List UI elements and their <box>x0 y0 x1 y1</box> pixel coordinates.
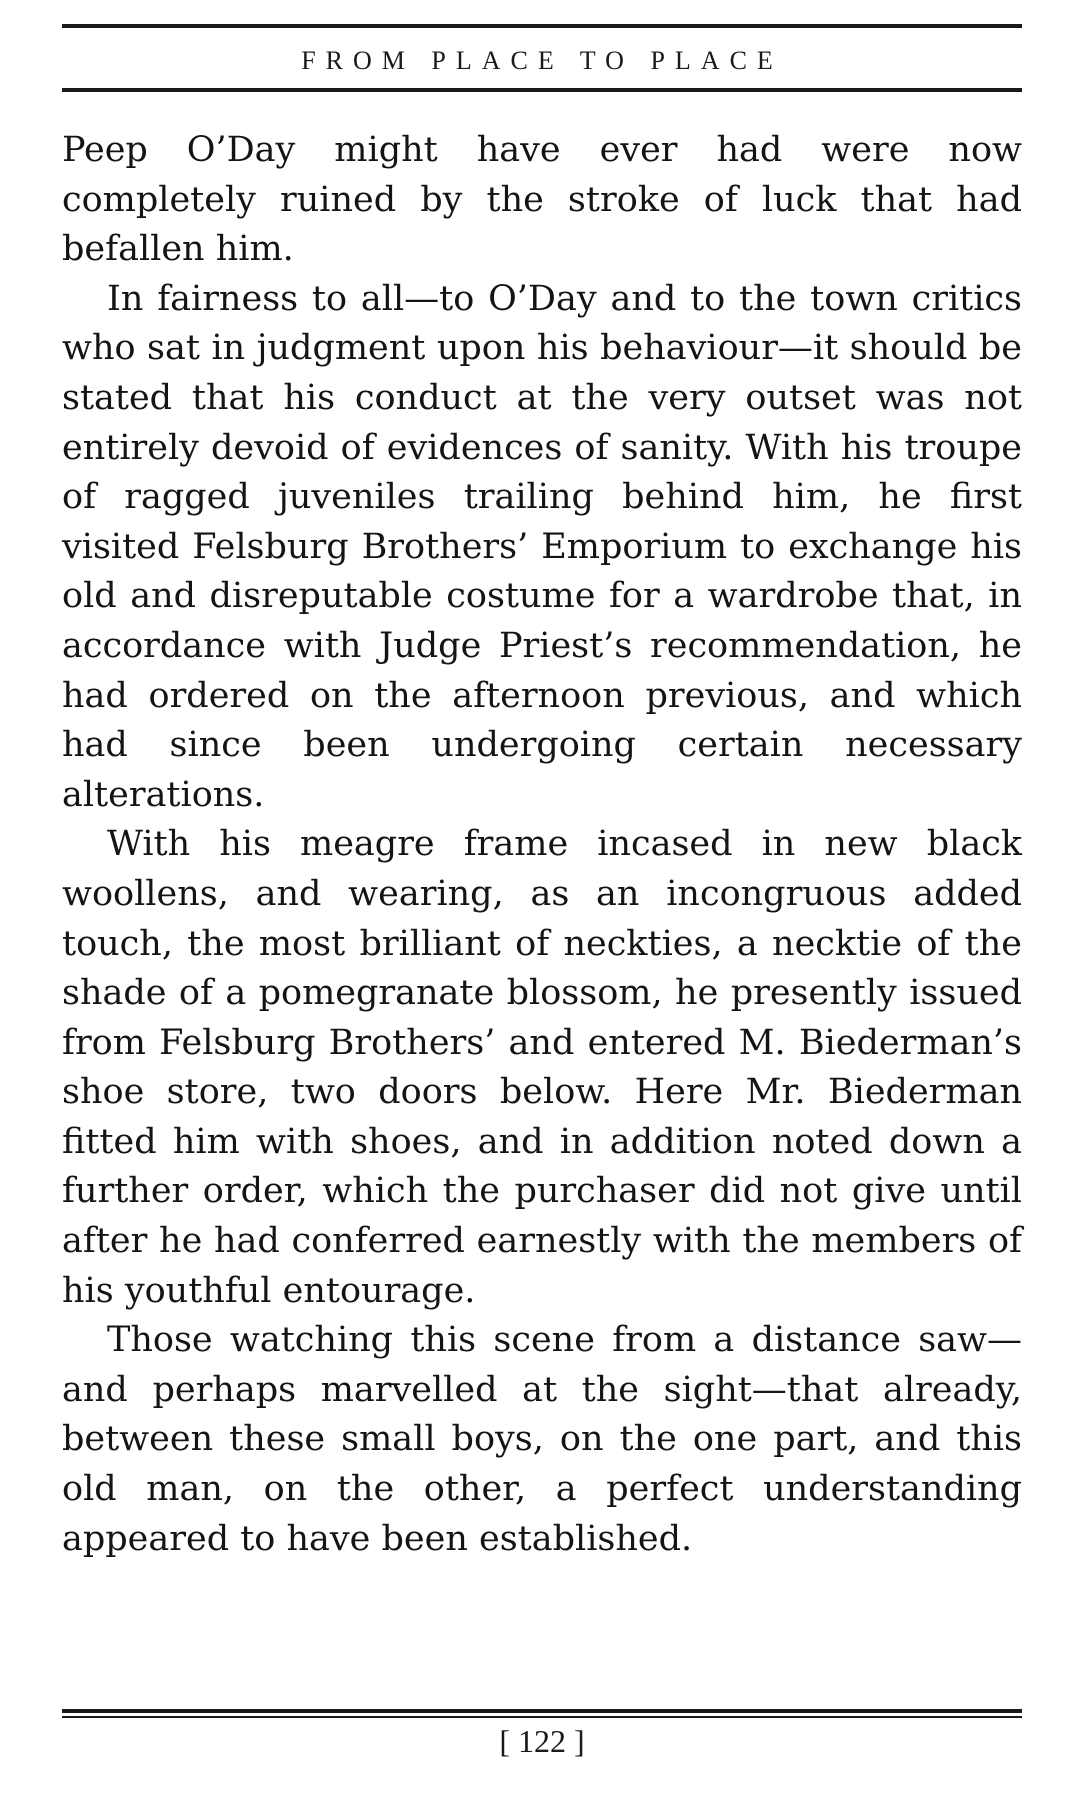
paragraph: Peep O’Day might have ever had were now completely ruined by the stroke of luck that had befallen him. <box>62 130 1022 270</box>
footer-rule-bottom <box>62 1716 1022 1718</box>
body-text <box>62 126 1022 1564</box>
running-head: FROM PLACE TO PLACE <box>301 46 783 75</box>
footer-rule-top <box>62 1709 1022 1713</box>
paragraph: Those watching this scene from a distance saw—and perhaps marvelled at the sight—that already, between these small boys, on the one part, and this old man, on the other, a perfect understanding appeared to have been established. <box>62 1320 1022 1559</box>
header-rule-top <box>62 24 1022 28</box>
paragraph: In fairness to all—to O’Day and to the town critics who sat in judgment upon his behaviour—it should be stated that his conduct at the very outset was not entirely devoid of evidences of sanity. With his troupe of ragged juveniles trailing behind him, he first visited Felsburg Brothers’ Emporium to exchange his old and disreputable costume for a wardrobe that, in accordance with Judge Priest’s recommendation, he had ordered on the afternoon previous, and which had since been undergoing certain necessary alterations. <box>62 278 1022 815</box>
page-number: [ 122 ] <box>499 1723 585 1759</box>
header-rule-bottom <box>62 88 1022 92</box>
paragraph: With his meagre frame incased in new black woollens, and wearing, as an incongruous added touch, the most brilliant of neckties, a necktie of the shade of a pomegranate blossom, he presently issued from Felsburg Brothers’ and entered M. Biederman’s shoe store, two doors below. Here Mr. Biederman fitted him with shoes, and in addition noted down a further order, which the purchaser did not give until after he had conferred earnestly with the members of his youthful entourage. <box>62 824 1022 1311</box>
